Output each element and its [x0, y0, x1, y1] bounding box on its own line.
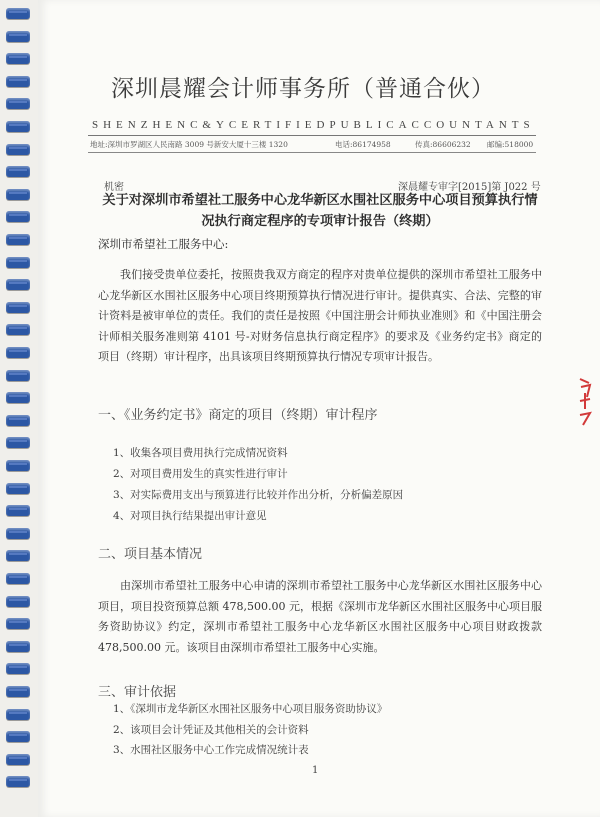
binding-coil [6, 144, 30, 155]
section1-item: 1、收集各项目费用执行完成情况资料 [113, 447, 288, 459]
binding-coil [6, 324, 30, 335]
section3-item: 1、《深圳市龙华新区水围社区服务中心项目服务资助协议》 [113, 703, 388, 715]
binding-coil [6, 121, 30, 132]
binding-coil [6, 709, 30, 720]
binding-coil [6, 8, 30, 19]
report-title: 关于对深圳市希望社工服务中心龙华新区水围社区服务中心项目预算执行情况执行商定程序的专项审计报告（终期） [102, 193, 538, 229]
binding-coil [6, 754, 30, 765]
red-ink-mark [577, 375, 593, 430]
binding-coil [6, 279, 30, 290]
intro-paragraph: 我们接受贵单位委托，按照贵我双方商定的程序对贵单位提供的深圳市希望社工服务中心龙华新区水围社区服务中心项目终期预算执行情况进行审计。提供真实、合法、完整的审计资料是被审单位的责任。我们的责任是按照《中国注册会计师执业准则》和《中国注册会计师相关服务准则第 4101 号-对财务信息执行商定程序》的要求及《业务约定书》商定的项目（终期）审计程序，出具该项目终期预算执行情况专项审计报告。 [98, 268, 542, 363]
section3-item: 2、该项目会计凭证及其他相关的会计资料 [113, 724, 309, 736]
binding-coil [6, 460, 30, 471]
header-divider-top [88, 135, 536, 136]
section2-paragraph: 由深圳市希望社工服务中心申请的深圳市希望社工服务中心龙华新区水围社区服务中心项目，项目投资预算总额 478,500.00 元，根据《深圳市龙华新区水围社区服务中心项目服务资助协议》约定，深圳市希望社工服务中心龙华新区水围社区服务中心项目财政拨款 478,500.00 元。该项目由深圳市希望社工服务中心实施。 [98, 579, 542, 654]
firm-address: 地址:深圳市罗湖区人民南路 3009 号新安大厦十三楼 1320 [90, 140, 288, 149]
binding-strip [0, 0, 38, 817]
binding-coil [6, 528, 30, 539]
binding-coil [6, 573, 30, 584]
binding-coil [6, 731, 30, 742]
binding-coil [6, 392, 30, 403]
binding-coil [6, 483, 30, 494]
section2-heading: 二、项目基本情况 [98, 547, 203, 562]
binding-coil [6, 76, 30, 87]
firm-en-word: ACCOUNTANTS [398, 119, 535, 131]
firm-fax: 传真:86606232 [415, 140, 471, 149]
binding-coil [6, 31, 30, 42]
binding-coil [6, 302, 30, 313]
binding-coil [6, 347, 30, 358]
section1-item: 3、对实际费用支出与预算进行比较并作出分析，分析偏差原因 [113, 489, 404, 501]
binding-coil [6, 618, 30, 629]
firm-en-word: SHENZHEN [92, 119, 191, 131]
page-number: 1 [312, 765, 319, 776]
firm-en-word: C&Y [190, 119, 229, 131]
firm-postcode: 邮编:518000 [487, 140, 534, 149]
binding-coil [6, 257, 30, 268]
binding-coil [6, 370, 30, 381]
binding-coil [6, 415, 30, 426]
binding-coil [6, 189, 30, 200]
header-divider-bottom [88, 152, 536, 153]
binding-coil [6, 98, 30, 109]
binding-coil [6, 53, 30, 64]
section3-heading: 三、审计依据 [98, 685, 177, 700]
binding-coil [6, 166, 30, 177]
firm-name-english [92, 119, 535, 131]
binding-coil [6, 596, 30, 607]
section3-item: 3、水围社区服务中心工作完成情况统计表 [113, 744, 309, 756]
section1-heading: 一、《业务约定书》商定的项目（终期）审计程序 [98, 408, 378, 423]
firm-en-word: PUBLIC [329, 119, 399, 131]
binding-coil [6, 776, 30, 787]
binding-coil [6, 505, 30, 516]
binding-coil [6, 437, 30, 448]
firm-name-chinese: 深圳晨耀会计师事务所（普通合伙） [111, 76, 495, 102]
section1-item: 4、对项目执行结果提出审计意见 [113, 510, 267, 522]
binding-coil [6, 686, 30, 697]
binding-coil [6, 211, 30, 222]
binding-coil [6, 641, 30, 652]
firm-phone: 电话:86174958 [335, 140, 391, 149]
confidential-label: 机密 [104, 182, 124, 193]
binding-coil [6, 663, 30, 674]
section1-item: 2、对项目费用发生的真实性进行审计 [113, 468, 288, 480]
firm-en-word: CERTIFIED [228, 119, 330, 131]
binding-coil [6, 550, 30, 561]
binding-coil [6, 234, 30, 245]
recipient: 深圳市希望社工服务中心: [98, 237, 229, 251]
document-number: 深晨耀专审字[2015]第 J022 号 [398, 182, 541, 193]
